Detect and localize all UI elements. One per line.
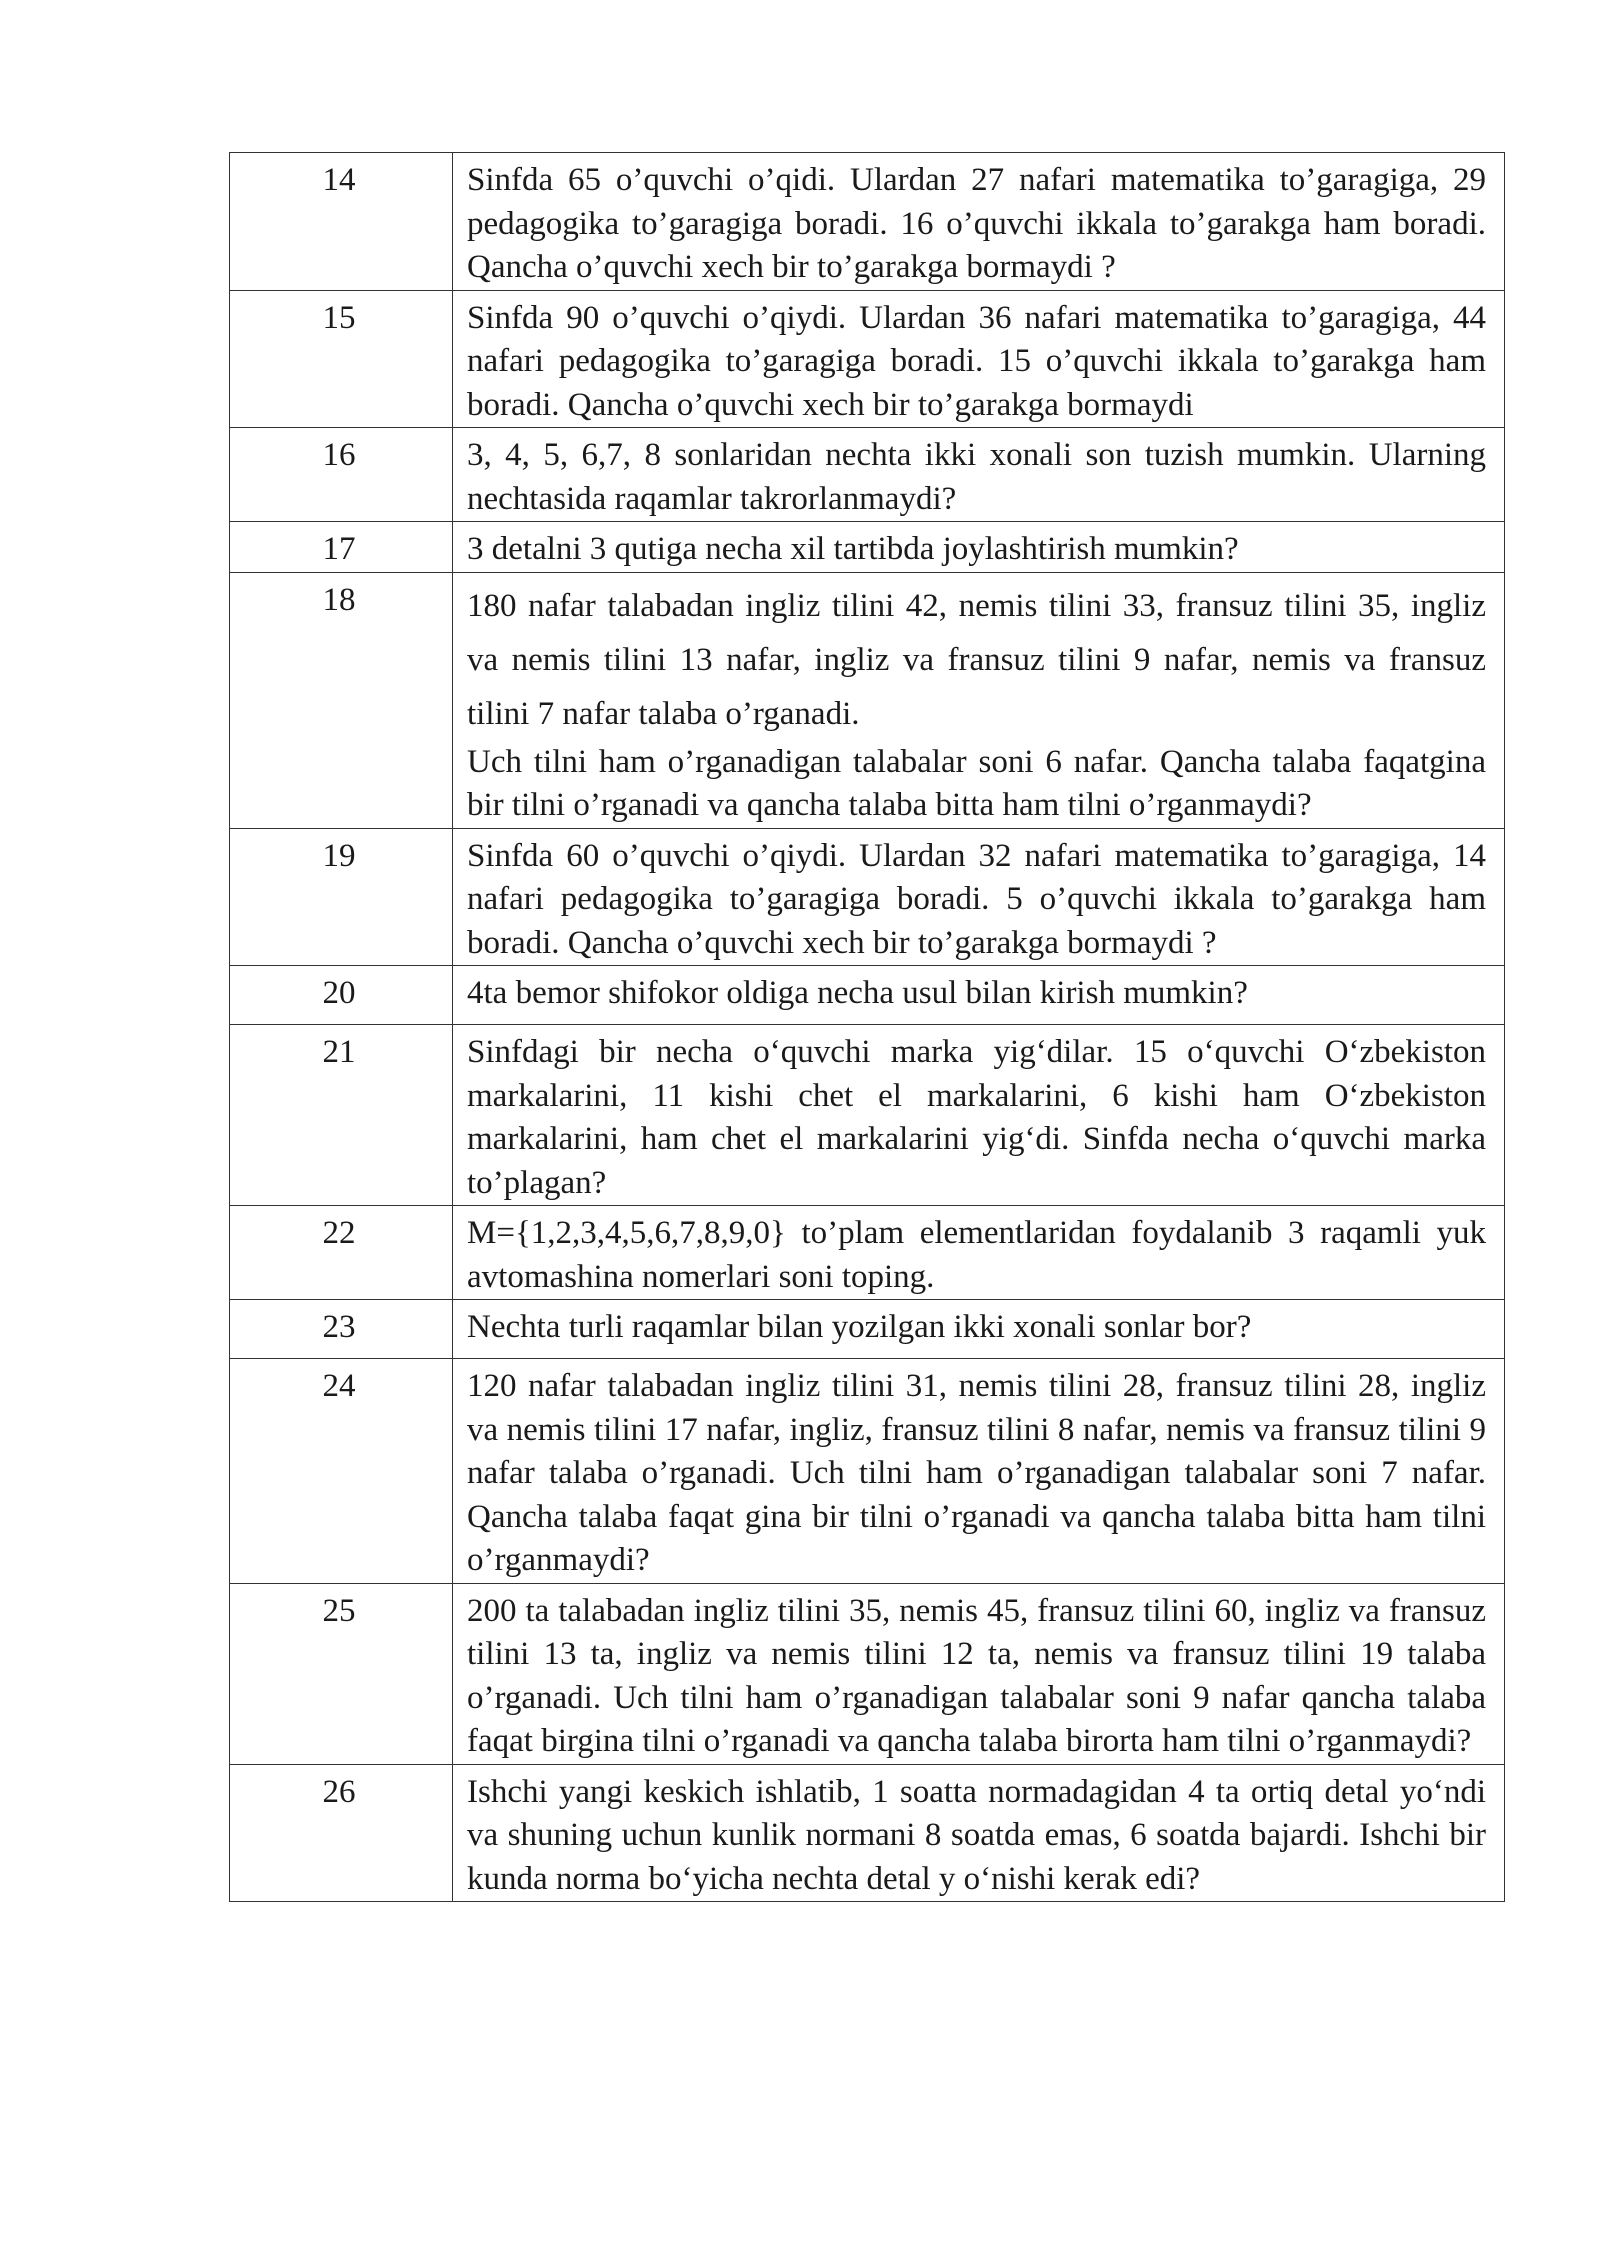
row-number: 20	[230, 966, 453, 1025]
row-number: 22	[230, 1206, 453, 1300]
problem-paragraph: Uch tilni ham o’rganadigan talabalar soni 6 nafar. Qancha talaba faqatgina bir tilni o’rganadi va qancha talaba bitta ham tilni o’rganmaydi?	[467, 743, 1486, 823]
problem-text	[453, 428, 1505, 522]
table-row	[230, 1206, 1505, 1300]
table-row	[230, 1300, 1505, 1359]
table-row	[230, 1359, 1505, 1584]
row-number: 17	[230, 522, 453, 573]
table-row	[230, 572, 1505, 828]
table-row	[230, 1025, 1505, 1206]
problem-text	[453, 1359, 1505, 1584]
row-number: 15	[230, 290, 453, 428]
problem-text	[453, 1764, 1505, 1902]
row-number: 23	[230, 1300, 453, 1359]
problem-paragraph: Nechta turli raqamlar bilan yozilgan ikki xonali sonlar bor?	[467, 1309, 1252, 1345]
problem-paragraph: 3 detalni 3 qutiga necha xil tartibda joylashtirish mumkin?	[467, 531, 1239, 567]
table-row	[230, 966, 1505, 1025]
problem-paragraph: 120 nafar talabadan ingliz tilini 31, nemis tilini 28, fransuz tilini 28, ingliz va nemis tilini 17 nafar, ingliz, fransuz tilini 8 nafar, nemis va fransuz tilini 9 nafar talaba o’rganadi. Uch tilni ham o’rganadigan talabalar soni 7 nafar. Qancha talaba faqat gina bir tilni o’rganadi va qancha talaba bitta ham tilni o’rganmaydi?	[467, 1368, 1486, 1578]
problem-paragraph: 180 nafar talabadan ingliz tilini 42, nemis tilini 33, fransuz tilini 35, ingliz va nemis tilini 13 nafar, ingliz va fransuz tilini 9 nafar, nemis va fransuz tilini 7 nafar talaba o’rganadi.	[467, 587, 1486, 732]
problem-text	[453, 522, 1505, 573]
problem-text	[453, 1206, 1505, 1300]
problem-text	[453, 1300, 1505, 1359]
row-number: 16	[230, 428, 453, 522]
problem-paragraph: Sinfda 65 o’quvchi o’qidi. Ulardan 27 nafari matematika to’garagiga, 29 pedagogika to’garagiga boradi. 16 o’quvchi ikkala to’garakga ham boradi. Qancha o’quvchi xech bir to’garakga bormaydi ?	[467, 162, 1486, 285]
problem-paragraph: 3, 4, 5, 6,7, 8 sonlaridan nechta ikki xonali son tuzish mumkin. Ularning nechtasida raqamlar takrorlanmaydi?	[467, 437, 1486, 517]
row-number: 21	[230, 1025, 453, 1206]
problem-text	[453, 153, 1505, 291]
problem-text	[453, 828, 1505, 966]
table-row	[230, 428, 1505, 522]
table-row	[230, 1583, 1505, 1764]
problem-paragraph: 200 ta talabadan ingliz tilini 35, nemis 45, fransuz tilini 60, ingliz va fransuz tilini 13 ta, ingliz va nemis tilini 12 ta, nemis va fransuz tilini 19 talaba o’rganadi. Uch tilni ham o’rganadigan talabalar soni 9 nafar qancha talaba faqat birgina tilni o’rganadi va qancha talaba birorta ham tilni o’rganmaydi?	[467, 1592, 1486, 1759]
row-number: 25	[230, 1583, 453, 1764]
row-number: 18	[230, 572, 453, 828]
problem-text	[453, 290, 1505, 428]
problem-paragraph: Ishchi yangi keskich ishlatib, 1 soatta normadagidan 4 ta ortiq detal yo‘ndi va shuning uchun kunlik normani 8 soatda emas, 6 soatda bajardi. Ishchi bir kunda norma bo‘yicha nechta detal y o‘nishi kerak edi?	[467, 1773, 1486, 1897]
problem-paragraph: Sinfdagi bir necha o‘quvchi marka yig‘dilar. 15 o‘quvchi O‘zbekiston markalarini, 11 kishi chet el markalarini, 6 kishi ham O‘zbekiston markalarini, ham chet el markalarini yig‘di. Sinfda necha o‘quvchi marka to’plagan?	[467, 1034, 1486, 1201]
problem-paragraph: M={1,2,3,4,5,6,7,8,9,0} to’plam elementlaridan foydalanib 3 raqamli yuk avtomashina nomerlari soni toping.	[467, 1215, 1486, 1295]
table-row	[230, 1764, 1505, 1902]
row-number: 26	[230, 1764, 453, 1902]
problem-paragraph: Sinfda 60 o’quvchi o’qiydi. Ulardan 32 nafari matematika to’garagiga, 14 nafari pedagogika to’garagiga boradi. 5 o’quvchi ikkala to’garakga ham boradi. Qancha o’quvchi xech bir to’garakga bormaydi ?	[467, 837, 1486, 961]
table-row	[230, 828, 1505, 966]
table-row	[230, 290, 1505, 428]
problem-text	[453, 1583, 1505, 1764]
row-number: 19	[230, 828, 453, 966]
row-number: 24	[230, 1359, 453, 1584]
problem-paragraph: 4ta bemor shifokor oldiga necha usul bilan kirish mumkin?	[467, 975, 1248, 1011]
table-row	[230, 153, 1505, 291]
table-row	[230, 522, 1505, 573]
problem-text	[453, 572, 1505, 828]
problem-text	[453, 1025, 1505, 1206]
problem-text	[453, 966, 1505, 1025]
problem-paragraph: Sinfda 90 o’quvchi o’qiydi. Ulardan 36 nafari matematika to’garagiga, 44 nafari pedagogika to’garagiga boradi. 15 o’quvchi ikkala to’garakga ham boradi. Qancha o’quvchi xech bir to’garakga bormaydi	[467, 299, 1486, 423]
problems-table	[229, 152, 1505, 1902]
row-number: 14	[230, 153, 453, 291]
